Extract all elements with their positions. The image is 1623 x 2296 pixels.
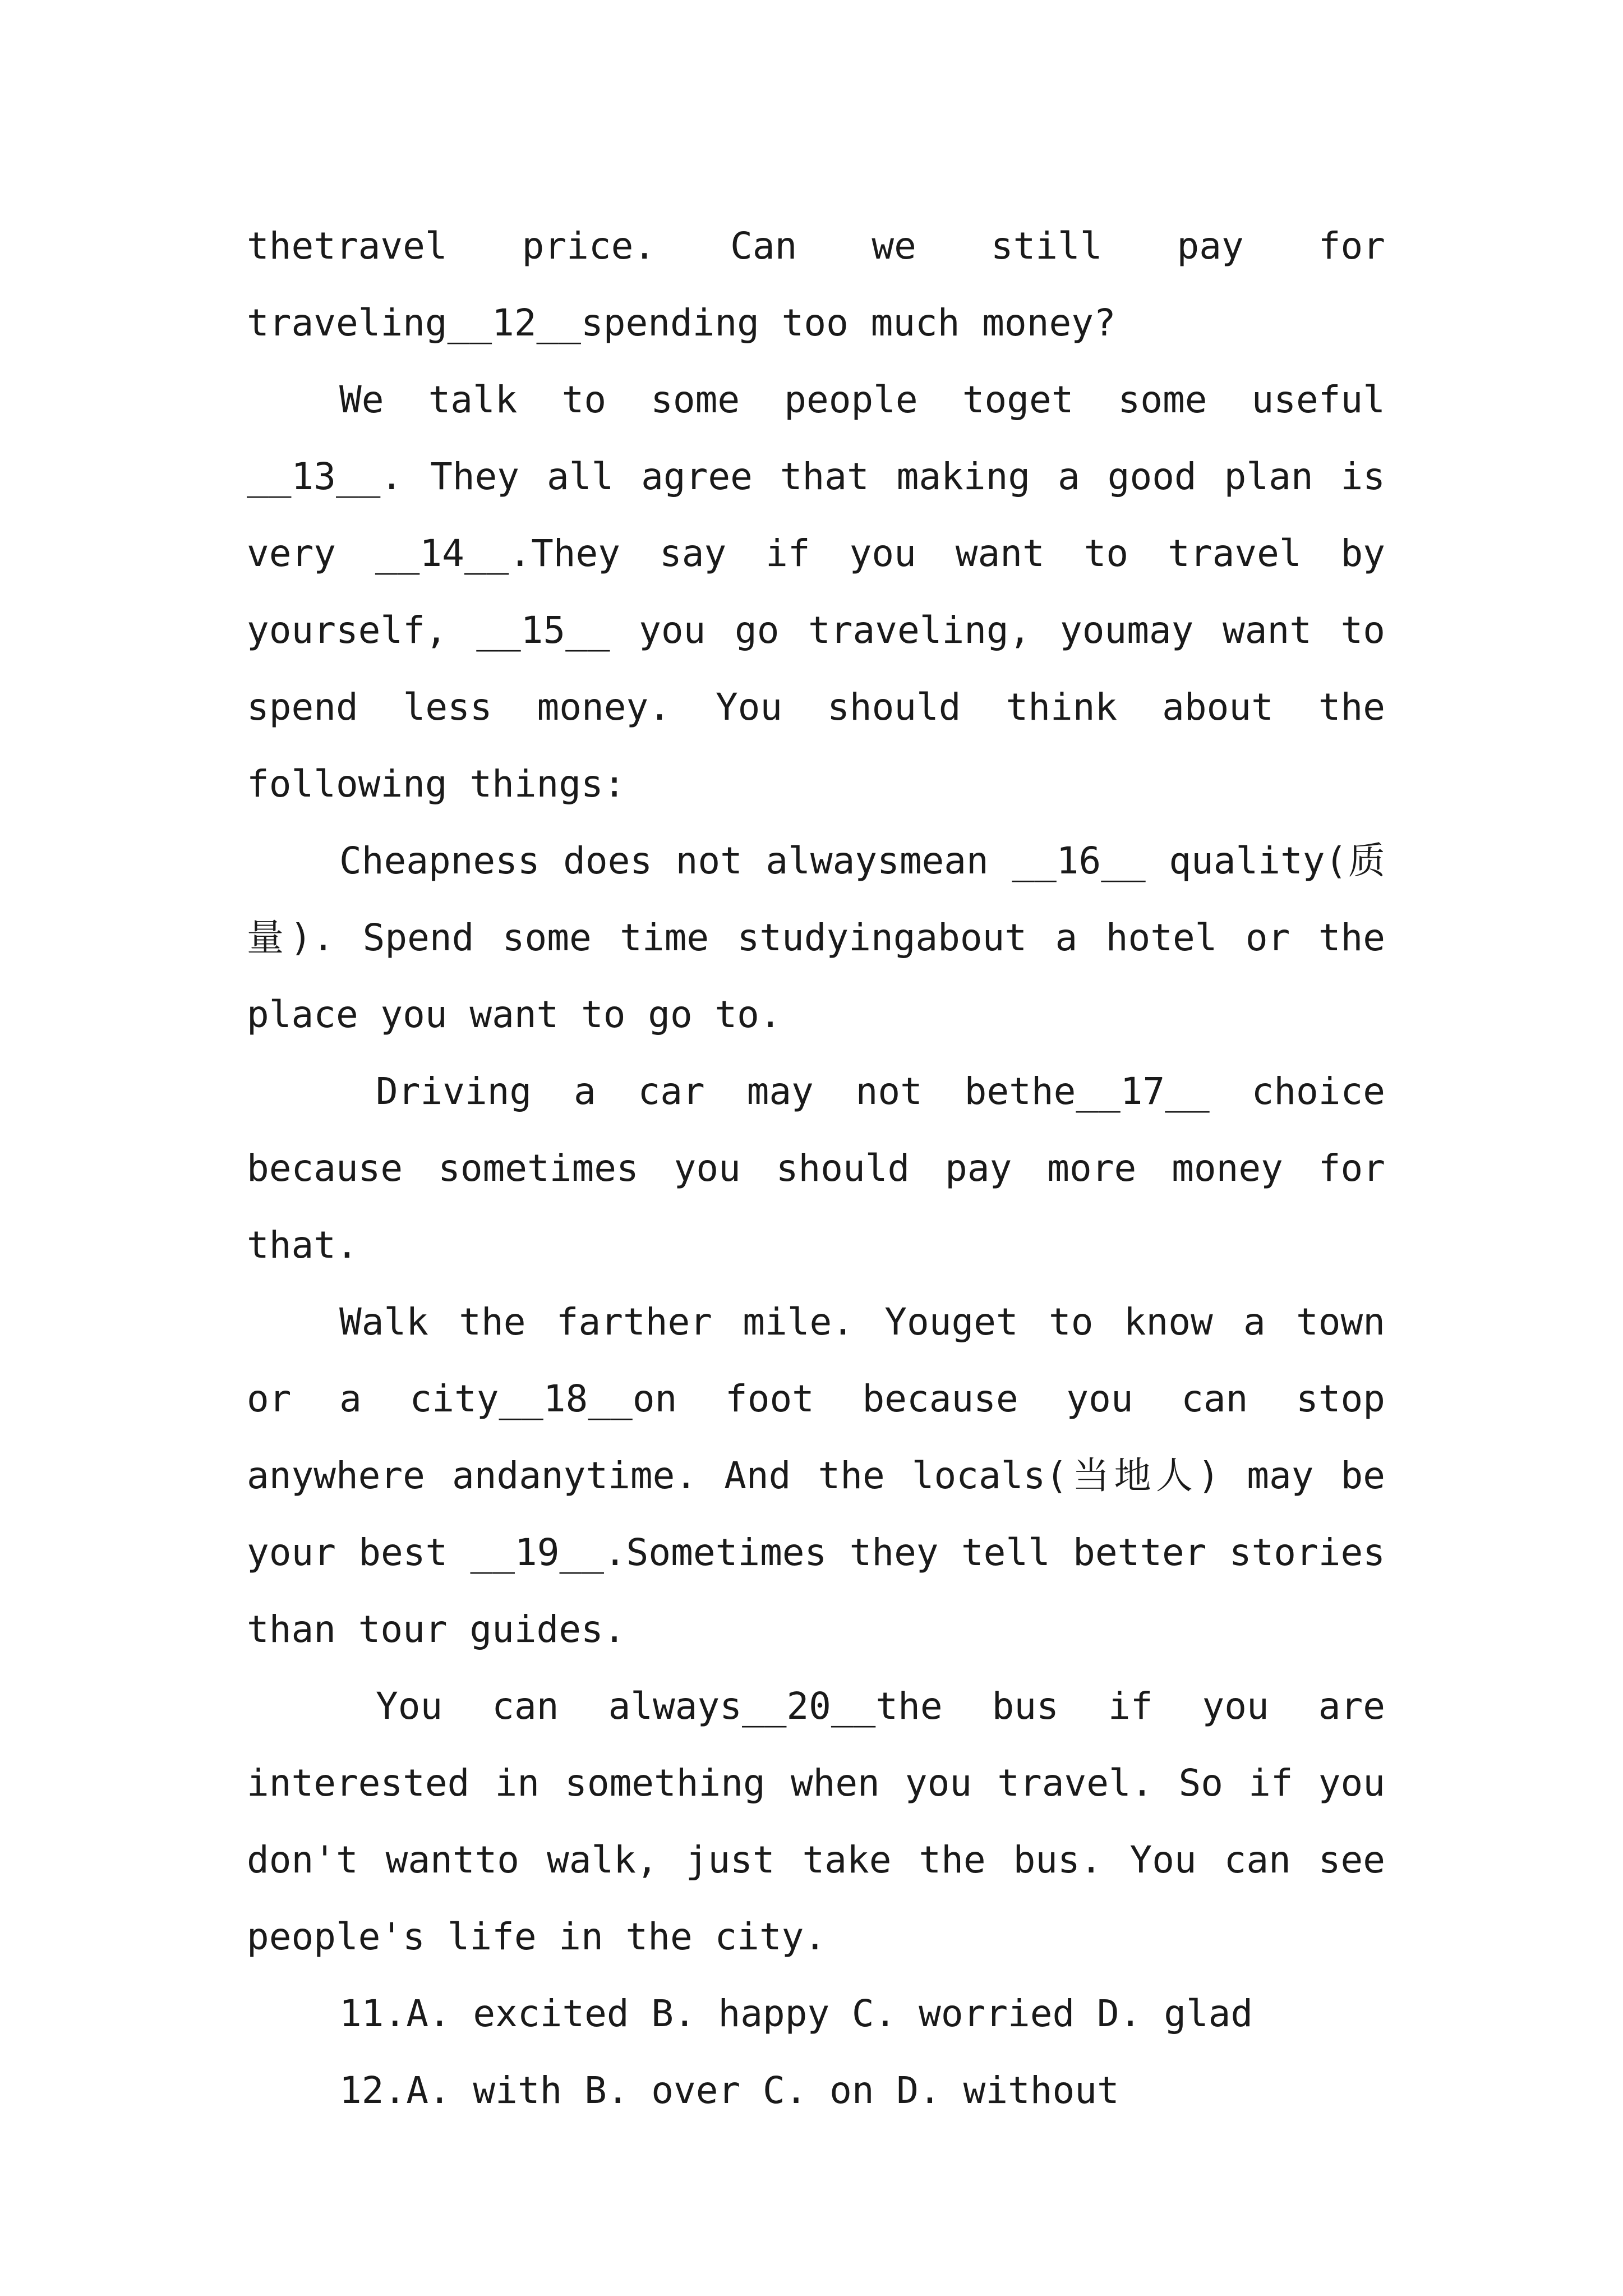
passage-text [247, 208, 1408, 2129]
paragraph-walk: Walk the farther mile. Youget to know a town or a city__18__on foot because you can stop anywhere andanytime. And the locals(当地人) may be your best __19__.Sometimes they tell better stories than tour guides. [247, 1300, 1408, 1651]
question-12-options: 12.A. with B. over C. on D. without [339, 2069, 1119, 2112]
paragraph-bus: You can always__20__the bus if you are interested in something when you travel. So if you don't wantto walk, just take the bus. You can see people's life in the city. [247, 1685, 1408, 1958]
paragraph-useful-advice: We talk to some people toget some useful __13__. They all agree that making a good plan is very __14__.They say if you want to travel by yourself, __15__ you go traveling, youmay want to spend less money. You should think about the following things: [247, 378, 1408, 806]
paragraph-travel-price: thetravel price. Can we still pay for traveling__12__spending too much money? [247, 224, 1408, 344]
paragraph-cheapness: Cheapness does not alwaysmean __16__ quality(质量). Spend some time studyingabout a hotel or the place you want to go to. [247, 839, 1408, 1036]
paragraph-driving: Driving a car may not bethe__17__ choice because sometimes you should pay more money for that. [247, 1070, 1408, 1267]
question-11-options: 11.A. excited B. happy C. worried D. glad [339, 1992, 1253, 2035]
